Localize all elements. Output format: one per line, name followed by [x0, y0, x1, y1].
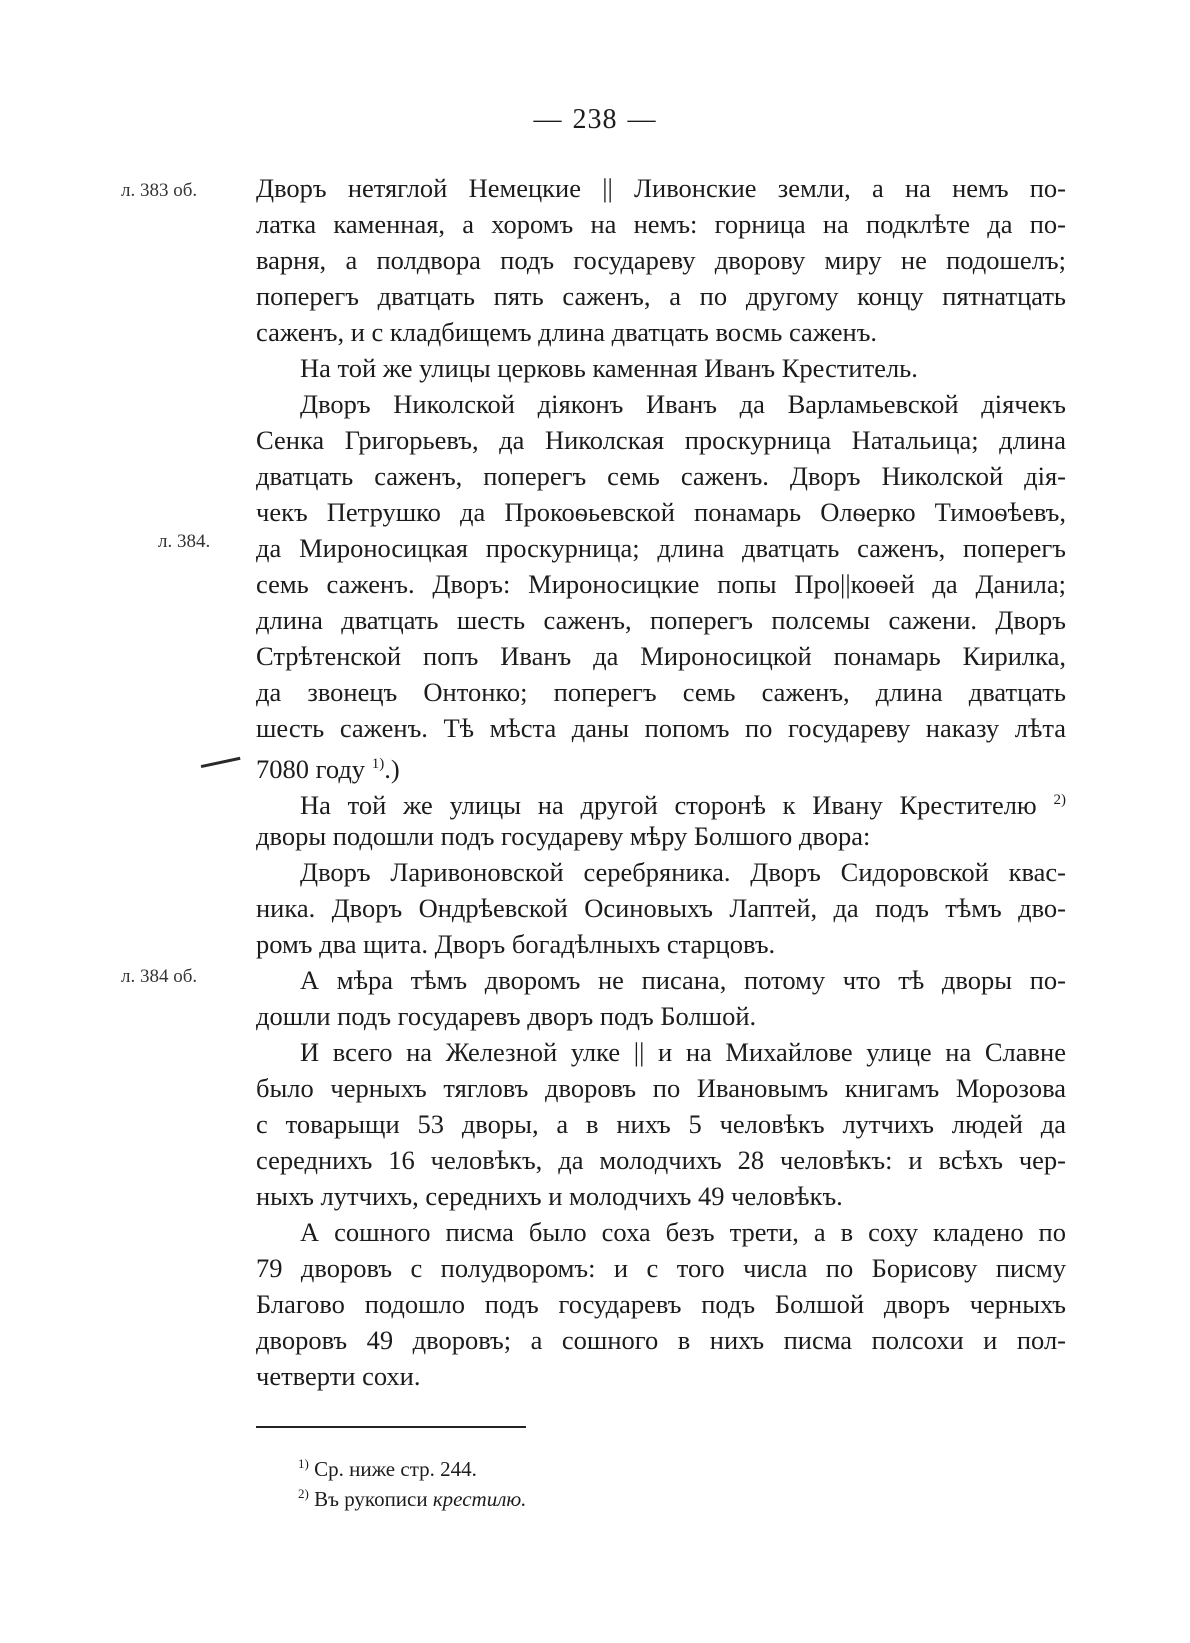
text-line: да Мироносицкая проскурница; длина дватцать саженъ, поперегъ [256, 533, 1066, 563]
text-line: ромъ два щита. Дворъ богадѣлныхъ старцовъ. [256, 929, 776, 959]
text-line: А мѣра тѣмъ дворомъ не писана, потому что тѣ дворы по- [300, 965, 1066, 995]
text-line: поперегъ дватцать пять саженъ, а по другому концу пятнатцать [256, 281, 1066, 311]
text-line: И всего на Железной улке || и на Михайлове улице на Славне [300, 1037, 1066, 1067]
text-line: дошли подъ государевъ дворъ подъ Болшой. [256, 1001, 757, 1031]
footnote-divider [256, 1426, 526, 1428]
text-line: длина дватцать шесть саженъ, поперегъ полсемы сажени. Дворъ [256, 605, 1066, 635]
text-line: было черныхъ тягловъ дворовъ по Ивановымъ книгамъ Морозова [256, 1073, 1066, 1103]
text-line-body: 7080 году [256, 754, 366, 784]
margin-note-folio: л. 384 об. [121, 966, 198, 987]
text-line-end: . [384, 754, 391, 784]
text-line: саженъ, и с кладбищемъ длина дватцать восмь саженъ. [256, 317, 878, 347]
text-line: 79 дворовъ с полудворомъ: и с того числа по Борисову писму [256, 1253, 1066, 1283]
text-line-body: На той же улицы на другой сторонѣ к Ивану Крестителю [300, 790, 1037, 820]
text-line: Дворъ Ларивоновской серебряника. Дворъ Сидоровской квас- [300, 857, 1066, 887]
text-line: А сошного писма было соха безъ трети, а в соху кладено по [300, 1217, 1066, 1247]
page-number-value: 238 [572, 104, 618, 135]
footnote-text: Въ рукописи [314, 1487, 433, 1511]
footnote-number: 1) [298, 1456, 309, 1471]
page-number [0, 104, 1190, 136]
text-line: чекъ Петрушко да Прокоѳьевской понамарь Олѳерко Тимоѳѣевъ, [256, 497, 1066, 527]
margin-note-folio: л. 383 об. [121, 180, 198, 201]
text-line: четверти сохи. [256, 1361, 421, 1391]
text-line: ныхъ лутчихъ, середнихъ и молодчихъ 49 человѣкъ. [256, 1181, 843, 1211]
text-line: ника. Дворъ Ондрѣевской Осиновыхъ Лаптей, да подъ тѣмъ дво- [256, 893, 1066, 923]
text-line: дворы подошли подъ государеву мѣру Болшого двора: [256, 821, 871, 851]
text-line: с товарыщи 53 дворы, а в нихъ 5 человѣкъ лутчихъ людей да [256, 1109, 1066, 1139]
text-line [300, 782, 1066, 818]
text-line: На той же улицы церковь каменная Иванъ Креститель. [300, 353, 918, 383]
footnote [298, 1450, 477, 1483]
text-line: дворовъ 49 дворовъ; а сошного в нихъ писма полсохи и пол- [256, 1325, 1066, 1355]
text-line: семь саженъ. Дворъ: Мироносицкие попы Про||коѳей да Данила; [256, 569, 1066, 599]
footnote-text: Ср. ниже стр. 244. [314, 1457, 477, 1481]
margin-note-folio: л. 384. [158, 531, 211, 552]
text-line: 7080 году $^{1)}$.) [256, 754, 400, 784]
footnote-ref: 2) [1053, 792, 1066, 808]
text-line: Дворъ Николской діяконъ Иванъ да Варламьевской діячекъ [300, 389, 1066, 419]
text-line: Сенка Григорьевъ, да Николская проскурница Натальица; длина [256, 425, 1066, 455]
text-line: Благово подошло подъ государевъ подъ Болшой дворъ черныхъ [256, 1289, 1066, 1319]
text-line: да звонецъ Онтонко; поперегъ семь саженъ, длина дватцать [256, 677, 1066, 707]
text-line: варня, а полдвора подъ государеву дворову миру не подошелъ; [256, 245, 1066, 275]
footnote-number: 2) [298, 1486, 309, 1501]
text-line: Стрѣтенской попъ Иванъ да Мироносицкой понамарь Кирилка, [256, 641, 1066, 671]
page-number-dash-left: — [533, 104, 563, 135]
text-line: латка каменная, а хоромъ на немъ: горница на подклѣте да по- [256, 209, 1066, 239]
footnote [298, 1480, 526, 1513]
pencil-mark [200, 751, 241, 768]
text-line: дватцать саженъ, поперегъ семь саженъ. Дворъ Николской дія- [256, 461, 1066, 491]
page-number-dash-right: — [627, 104, 657, 135]
footnote-italic-word: крестилю. [432, 1487, 527, 1511]
text-line: шесть саженъ. Тѣ мѣста даны попомъ по государеву наказу лѣта [256, 713, 1066, 743]
text-line: середнихъ 16 человѣкъ, да молодчихъ 28 человѣкъ: и всѣхъ чер- [256, 1145, 1066, 1175]
footnote-ref: 1) [371, 756, 385, 772]
text-line: Дворъ нетяглой Немецкие || Ливонские земли, а на немъ по- [256, 173, 1066, 203]
